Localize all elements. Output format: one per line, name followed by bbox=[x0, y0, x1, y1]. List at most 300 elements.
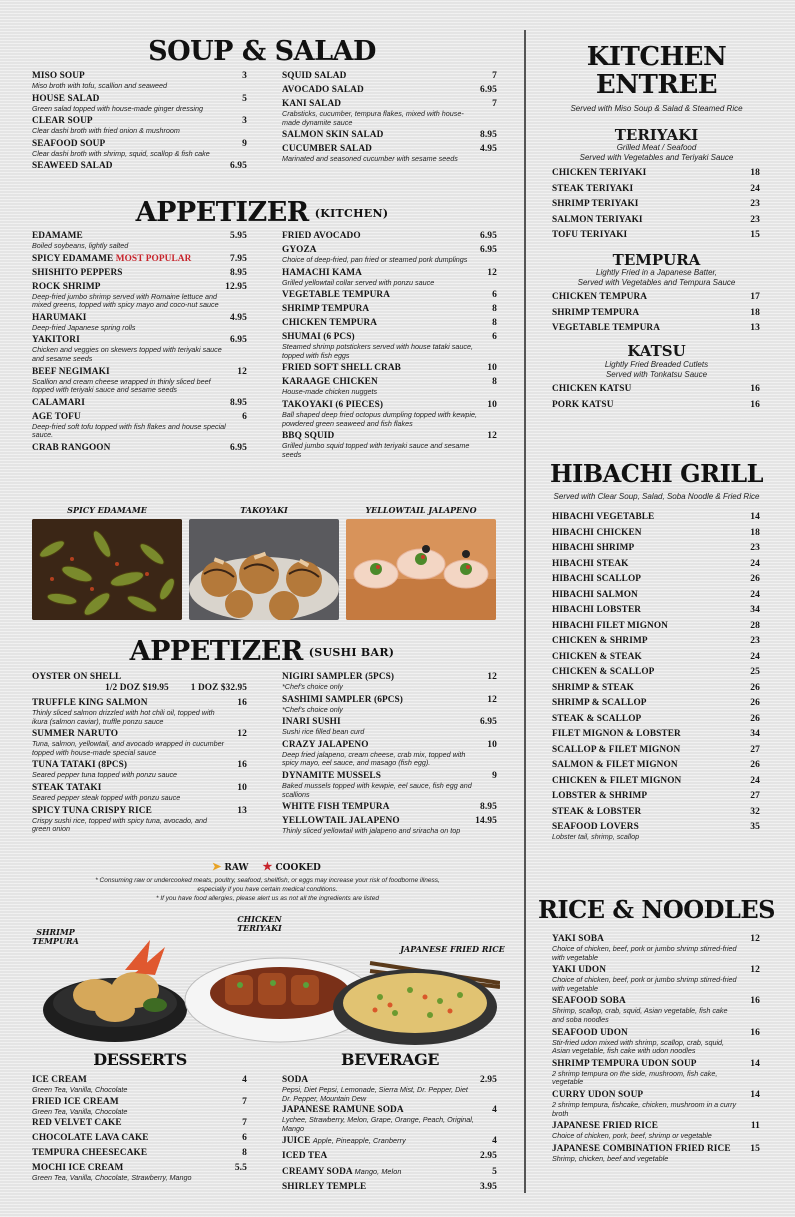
menu-item bbox=[282, 1105, 497, 1133]
menu-item bbox=[552, 230, 760, 241]
photo-caption-japanese-fried-rice: JAPANESE FRIED RICE bbox=[400, 944, 505, 954]
katsu-note-2: Served with Tonkatsu Sauce bbox=[605, 370, 708, 379]
menu-item-name-text: ROCK SHRIMP bbox=[32, 281, 101, 292]
menu-item-name-text: JAPANESE FRIED RICE bbox=[552, 1121, 659, 1132]
menu-item bbox=[552, 528, 760, 539]
menu-item-name bbox=[552, 652, 642, 663]
menu-item-price: 12 bbox=[237, 729, 247, 740]
hibachi-note: Served with Clear Soup, Salad, Soba Noodle & Fried Rice bbox=[553, 492, 760, 501]
menu-item-name-text: SODA bbox=[282, 1075, 309, 1085]
menu-item bbox=[32, 94, 247, 114]
menu-item-description: Thinly sliced yellowtail with jalapeno and sriracha on top bbox=[282, 826, 461, 836]
appetizer-sushi-subtitle: (SUSHI BAR) bbox=[308, 646, 395, 659]
soup-salad-left-list bbox=[32, 71, 247, 175]
menu-item-price: 26 bbox=[750, 760, 760, 770]
menu-item-name-text: INARI SUSHI bbox=[282, 717, 341, 728]
menu-item-name-text: JAPANESE COMBINATION FRIED RICE bbox=[552, 1143, 731, 1154]
tempura-note-2: Served with Vegetables and Tempura Sauce bbox=[577, 278, 736, 287]
menu-item bbox=[32, 1163, 247, 1183]
menu-item-name-text: JUICE bbox=[282, 1136, 311, 1147]
menu-item bbox=[552, 574, 760, 585]
menu-item-price: 5.5 bbox=[234, 1163, 247, 1174]
teriyaki-note-2: Served with Vegetables and Teriyaki Sauce bbox=[579, 153, 734, 162]
menu-item-price: 16 bbox=[750, 1027, 760, 1038]
menu-item bbox=[282, 802, 497, 813]
menu-item-price: 26 bbox=[750, 574, 760, 584]
menu-item-name-text: FILET MIGNON & LOBSTER bbox=[552, 729, 681, 739]
appetizer-sushi-right-list bbox=[282, 672, 497, 839]
menu-item-name bbox=[282, 290, 390, 301]
menu-item-price: 12 bbox=[750, 965, 760, 976]
menu-item-description: Chicken and veggies on skewers topped with teriyaki sauce and sesame seeds bbox=[32, 345, 222, 363]
menu-item bbox=[32, 1148, 247, 1159]
menu-item-price: 4 bbox=[492, 1136, 497, 1147]
menu-item-description: Choice of chicken, beef, pork or jumbo shrimp stirred-fried with vegetable bbox=[552, 975, 737, 993]
menu-item-price: 23 bbox=[750, 636, 760, 646]
menu-item-price: 24 bbox=[750, 651, 760, 662]
menu-item-name bbox=[32, 806, 152, 817]
menu-item bbox=[32, 139, 247, 159]
menu-item bbox=[552, 215, 760, 226]
photo-caption-shrimp-tempura: SHRIMP TEMPURA bbox=[32, 927, 79, 946]
menu-item-name bbox=[552, 683, 634, 694]
menu-item-price: 10 bbox=[487, 363, 497, 374]
menu-item bbox=[282, 816, 497, 836]
menu-item-name-text: YAKITORI bbox=[32, 335, 80, 346]
menu-item-price: 34 bbox=[750, 605, 760, 615]
menu-item bbox=[282, 740, 497, 768]
menu-item-name-text: ICE CREAM bbox=[32, 1075, 87, 1085]
appetizer-kitchen-left-list bbox=[32, 231, 247, 457]
menu-item-price: 10 bbox=[237, 782, 247, 793]
menu-item-name bbox=[282, 231, 361, 242]
photo-caption-takoyaki: TAKOYAKI bbox=[240, 505, 288, 515]
menu-item bbox=[282, 268, 497, 288]
menu-item bbox=[282, 672, 497, 692]
menu-item bbox=[282, 245, 497, 265]
menu-item bbox=[552, 292, 760, 303]
menu-item bbox=[32, 760, 247, 780]
menu-item-name-text: TEMPURA CHEESECAKE bbox=[32, 1148, 148, 1159]
appetizer-sushi-title: APPETIZER bbox=[129, 636, 303, 667]
menu-item bbox=[282, 144, 497, 164]
menu-item-name-text: CHICKEN & SHRIMP bbox=[552, 636, 648, 646]
menu-item-description: Green Tea, Vanilla, Chocolate bbox=[32, 1085, 128, 1094]
menu-item bbox=[552, 400, 760, 411]
kitchen-entree-heading bbox=[540, 43, 773, 99]
menu-item-price: 27 bbox=[750, 791, 760, 801]
menu-item-name-text: SALMON SKIN SALAD bbox=[282, 130, 384, 141]
menu-item bbox=[32, 161, 247, 172]
menu-item-name-text: SHRIMP TERIYAKI bbox=[552, 199, 639, 209]
menu-item-price: 35 bbox=[750, 822, 760, 832]
menu-item-name bbox=[552, 605, 641, 616]
menu-item-price: 27 bbox=[750, 744, 760, 755]
menu-item-name-text: FRIED AVOCADO bbox=[282, 231, 361, 241]
menu-item-name bbox=[552, 543, 634, 554]
menu-item-name bbox=[552, 760, 678, 771]
menu-item-name-text: CURRY UDON SOUP bbox=[552, 1089, 644, 1100]
menu-item-name bbox=[282, 1151, 327, 1162]
menu-item bbox=[32, 1118, 247, 1129]
menu-item bbox=[282, 377, 497, 397]
menu-item-name bbox=[552, 745, 680, 756]
menu-item-name-text: STEAK TERIYAKI bbox=[552, 183, 634, 194]
menu-item-name-text: JAPANESE RAMUNE SODA bbox=[282, 1105, 404, 1116]
menu-item-price: 24 bbox=[750, 589, 760, 600]
menu-item bbox=[282, 99, 497, 127]
menu-item bbox=[32, 116, 247, 136]
menu-item-price: 23 bbox=[750, 214, 760, 225]
menu-item-name bbox=[282, 1135, 406, 1147]
kitchen-entree-note: Served with Miso Soup & Salad & Steamed Rice bbox=[570, 104, 743, 113]
menu-item bbox=[282, 304, 497, 315]
menu-item-price: 8.95 bbox=[229, 397, 247, 408]
menu-item-name-text: HIBACHI SALMON bbox=[552, 589, 638, 600]
menu-item-price: 6.95 bbox=[479, 231, 497, 241]
menu-item-price: 14 bbox=[750, 1089, 760, 1100]
menu-item-name bbox=[552, 714, 641, 725]
menu-item-price: 23 bbox=[750, 543, 760, 553]
menu-item-name bbox=[552, 791, 647, 802]
menu-item-name bbox=[552, 184, 633, 195]
menu-item-name-text: AVOCADO SALAD bbox=[282, 85, 364, 95]
menu-item-description: Deep-fried jumbo shrimp served with Romaine lettuce and mixed greens, topped with spicy mayo and coco-nut sauce bbox=[32, 291, 219, 310]
menu-item-name bbox=[32, 254, 191, 265]
menu-item-price: 26 bbox=[750, 682, 760, 693]
menu-item bbox=[552, 807, 760, 818]
menu-item-name-text: SHUMAI (6 PCS) bbox=[282, 332, 355, 343]
menu-item-name bbox=[552, 292, 647, 303]
menu-item-name bbox=[552, 776, 681, 787]
menu-item-price: 7 bbox=[242, 1118, 247, 1129]
katsu-note-1: Lightly Fried Breaded Cutlets bbox=[604, 360, 709, 369]
menu-item-name bbox=[552, 199, 639, 210]
menu-item-name-text: SHIRLEY TEMPLE bbox=[282, 1182, 367, 1193]
spicy-edamame-photo bbox=[32, 519, 182, 620]
menu-item-name bbox=[552, 559, 628, 570]
menu-item-name bbox=[552, 384, 631, 395]
menu-item bbox=[282, 1166, 497, 1178]
menu-item bbox=[32, 398, 247, 409]
menu-item bbox=[282, 318, 497, 329]
menu-item-name bbox=[552, 636, 648, 647]
hibachi-list bbox=[552, 512, 760, 846]
menu-item-name-text: CRAB RANGOON bbox=[32, 442, 111, 453]
menu-item-name-text: SHISHITO PEPPERS bbox=[32, 267, 123, 278]
beverage-list bbox=[282, 1075, 497, 1197]
menu-item-name-text: STEAK TATAKI bbox=[32, 782, 102, 793]
menu-item bbox=[32, 71, 247, 91]
menu-item-name-text: SEAFOOD SOBA bbox=[552, 996, 626, 1007]
menu-item-price: 17 bbox=[750, 292, 760, 302]
menu-item-description: Scallion and cream cheese wrapped in thinly sliced beef topped with teriyaki sauce and sesame seeds bbox=[32, 376, 211, 395]
menu-item-description: Seared pepper tuna topped with ponzu sauce bbox=[32, 770, 178, 780]
menu-item-price: 18 bbox=[750, 307, 760, 318]
menu-item-name bbox=[552, 667, 654, 678]
menu-item-name bbox=[552, 230, 627, 241]
menu-item-name-text: AGE TOFU bbox=[32, 411, 81, 422]
menu-item-name bbox=[552, 590, 638, 601]
menu-item-price: 8.95 bbox=[479, 130, 497, 141]
menu-item-description: Crabsticks, cucumber, tempura flakes, mixed with house-made dynamite sauce bbox=[282, 109, 464, 127]
menu-item-price: 7 bbox=[242, 1096, 247, 1107]
menu-item-price: 16 bbox=[750, 384, 760, 394]
menu-item-price: 10 bbox=[487, 399, 497, 410]
menu-item-price: 16 bbox=[237, 698, 247, 708]
menu-item-price: 6 bbox=[492, 290, 497, 301]
menu-item bbox=[552, 745, 760, 756]
menu-item-description: Choice of deep-fried, pan fried or steamed pork dumplings bbox=[282, 255, 468, 264]
menu-item-name-text: HIBACHI SCALLOP bbox=[552, 574, 642, 584]
menu-item-name-text: HARUMAKI bbox=[32, 312, 87, 323]
menu-item-name-text: CRAZY JALAPENO bbox=[282, 739, 369, 750]
menu-item-name bbox=[32, 268, 123, 279]
cooked-star-icon: ★ bbox=[262, 860, 273, 873]
menu-item-price: 16 bbox=[237, 760, 247, 771]
menu-item-price: 12 bbox=[487, 267, 497, 278]
menu-item-name-text: SPICY EDAMAME bbox=[32, 253, 114, 264]
oyster-full-dozen: 1 DOZ $32.95 bbox=[190, 683, 247, 693]
menu-item bbox=[552, 512, 760, 523]
menu-item-name-text: MISO SOUP bbox=[32, 71, 85, 81]
menu-item bbox=[552, 184, 760, 195]
menu-item-price: 7.95 bbox=[229, 253, 247, 264]
menu-item-price: 8 bbox=[492, 377, 497, 388]
menu-item bbox=[552, 965, 760, 993]
menu-item-name-text: TUNA TATAKI (8PCS) bbox=[32, 760, 128, 771]
menu-item-name-text: CHICKEN TERIYAKI bbox=[552, 168, 647, 178]
menu-item bbox=[282, 1075, 497, 1103]
menu-item bbox=[32, 698, 247, 726]
tempura-note-1: Lightly Fried in a Japanese Batter, bbox=[596, 268, 717, 277]
menu-item-name-text: CREAMY SODA bbox=[282, 1167, 353, 1178]
menu-item-name bbox=[32, 1133, 149, 1144]
oyster-name: OYSTER ON SHELL bbox=[32, 672, 122, 682]
appetizer-kitchen-heading bbox=[0, 199, 524, 226]
menu-item-name-text: SALMON TERIYAKI bbox=[552, 214, 643, 225]
menu-item-name-text: SHRIMP & SCALLOP bbox=[552, 698, 647, 708]
menu-item bbox=[552, 934, 760, 962]
menu-item-name bbox=[552, 1028, 628, 1039]
menu-item-price: 9 bbox=[242, 138, 247, 149]
menu-item-price: 9 bbox=[492, 770, 497, 781]
menu-item-description: *Chef's choice only bbox=[282, 682, 343, 691]
menu-item-price: 3.95 bbox=[479, 1182, 497, 1193]
menu-item-price: 13 bbox=[237, 805, 247, 816]
yellowtail-jalapeno-photo bbox=[346, 519, 496, 620]
raw-cooked-legend bbox=[212, 860, 321, 873]
menu-item bbox=[32, 1075, 247, 1095]
menu-item-name-text: STEAK & SCALLOP bbox=[552, 713, 642, 724]
menu-item bbox=[552, 308, 760, 319]
menu-item bbox=[552, 543, 760, 554]
menu-item-name-text: KANI SALAD bbox=[282, 99, 342, 109]
menu-item-name-text: YAKI UDON bbox=[552, 965, 607, 976]
menu-item bbox=[282, 431, 497, 459]
menu-item-name-text: TRUFFLE KING SALMON bbox=[32, 698, 148, 708]
menu-item-name bbox=[282, 1182, 366, 1193]
menu-item bbox=[282, 363, 497, 374]
column-divider bbox=[524, 30, 526, 1193]
menu-item-name bbox=[552, 574, 641, 585]
menu-item bbox=[552, 384, 760, 395]
menu-item bbox=[282, 771, 497, 799]
menu-item bbox=[282, 130, 497, 141]
menu-item-price: 11 bbox=[750, 1121, 760, 1132]
menu-item-price: 8.95 bbox=[479, 802, 497, 813]
menu-item bbox=[552, 683, 760, 694]
menu-item-name-text: HIBACHI VEGETABLE bbox=[552, 512, 655, 522]
menu-item-price: 6.95 bbox=[479, 717, 497, 728]
menu-item-price: 6 bbox=[242, 411, 247, 422]
menu-item-description: Choice of chicken, beef, pork or jumbo shrimp stirred-fried with vegetable bbox=[552, 944, 737, 962]
tempura-note bbox=[540, 268, 773, 288]
disclaimer-line-1: * Consuming raw or undercooked meats, poultry, seafood, shellfish, or eggs may increase your risk of foodborne illness, bbox=[95, 877, 440, 884]
menu-item bbox=[552, 199, 760, 210]
menu-item-name-text: ICED TEA bbox=[282, 1151, 328, 1162]
kitchen-entree-title-line-2: ENTREE bbox=[595, 70, 718, 100]
menu-item-name-text: TOFU TERIYAKI bbox=[552, 230, 628, 240]
menu-item-price: 14.95 bbox=[475, 816, 497, 827]
menu-item-price: 12 bbox=[237, 366, 247, 377]
menu-item-price: 6.95 bbox=[479, 85, 497, 95]
menu-item-price: 16 bbox=[750, 996, 760, 1007]
menu-item-name bbox=[32, 367, 110, 378]
katsu-heading: KATSU bbox=[627, 342, 686, 360]
menu-item-name bbox=[282, 268, 362, 279]
menu-item-name-text: STEAK & LOBSTER bbox=[552, 806, 642, 817]
menu-item bbox=[552, 605, 760, 616]
menu-item-name-text: CHICKEN TEMPURA bbox=[282, 318, 378, 329]
raw-legend bbox=[212, 860, 248, 873]
menu-item-name-text: FRIED SOFT SHELL CRAB bbox=[282, 363, 401, 374]
menu-item bbox=[32, 282, 247, 310]
menu-item-name bbox=[32, 94, 100, 105]
menu-item-price: 3 bbox=[242, 71, 247, 81]
food-photo-strip bbox=[40, 935, 500, 1045]
menu-item-name-text: SEAFOOD SOUP bbox=[32, 138, 106, 149]
menu-item-name-text: LOBSTER & SHRIMP bbox=[552, 791, 648, 801]
menu-item-name bbox=[552, 400, 614, 411]
menu-item-name-text: SPICY TUNA CRISPY RICE bbox=[32, 805, 152, 816]
menu-item-name bbox=[282, 85, 364, 96]
menu-item-description: Boiled soybeans, lightly salted bbox=[32, 241, 129, 250]
menu-item-price: 12 bbox=[750, 934, 760, 944]
rice-noodles-heading: RICE & NOODLES bbox=[537, 895, 775, 924]
menu-item bbox=[552, 1028, 760, 1056]
menu-item-price: 6.95 bbox=[229, 335, 247, 346]
menu-item bbox=[32, 443, 247, 454]
menu-item-description: 2 shrimp tempura, fishcake, chicken, mushroom in a curry broth bbox=[552, 1099, 737, 1118]
menu-item bbox=[282, 400, 497, 428]
menu-item-description: Thinly sliced salmon drizzled with hot chili oil, topped with ikura (salmon caviar), truffle ponzu sauce bbox=[32, 708, 215, 726]
menu-item-price: 34 bbox=[750, 729, 760, 739]
menu-item-price: 15 bbox=[750, 1143, 760, 1154]
menu-item-description: Clear dashi broth with shrimp, squid, scallop & fish cake bbox=[32, 148, 210, 158]
rice-noodles-list bbox=[552, 934, 760, 1166]
oyster-item bbox=[32, 672, 247, 694]
menu-item bbox=[552, 776, 760, 787]
menu-item bbox=[552, 652, 760, 663]
menu-item-price: 18 bbox=[750, 168, 760, 178]
menu-item-name-text: SCALLOP & FILET MIGNON bbox=[552, 744, 681, 755]
menu-item bbox=[552, 323, 760, 334]
takoyaki-photo bbox=[189, 519, 339, 620]
menu-item-name-text: HOUSE SALAD bbox=[32, 93, 100, 104]
menu-item-description: Crispy sushi rice, topped with spicy tuna, avocado, and green onion bbox=[32, 815, 207, 834]
menu-item-description: Stir-fried udon mixed with shrimp, scallop, crab, squid, Asian vegetable, fish cake with udon noodles bbox=[552, 1037, 725, 1056]
menu-item-price: 23 bbox=[750, 199, 760, 209]
menu-item-name bbox=[282, 363, 401, 374]
menu-item-price: 6.95 bbox=[229, 161, 247, 172]
menu-item-price: 8.95 bbox=[229, 267, 247, 278]
menu-item-description: Clear dashi broth with fried onion & mushroom bbox=[32, 126, 180, 136]
menu-item bbox=[282, 71, 497, 82]
menu-item-name-text: VEGETABLE TEMPURA bbox=[282, 290, 391, 301]
menu-item-price: 2.95 bbox=[479, 1075, 497, 1085]
menu-item-description: Deep-fried soft tofu topped with fish flakes and house special sauce. bbox=[32, 421, 226, 440]
menu-item bbox=[32, 1133, 247, 1144]
menu-item-price: 7 bbox=[492, 99, 497, 109]
menu-item bbox=[552, 667, 760, 678]
menu-item bbox=[552, 822, 760, 842]
menu-item-price: 14 bbox=[750, 512, 760, 522]
menu-item-name-text: MOCHI ICE CREAM bbox=[32, 1163, 124, 1174]
menu-item bbox=[552, 791, 760, 802]
menu-item-name-text: SHRIMP & STEAK bbox=[552, 682, 634, 693]
menu-item-description: 2 shrimp tempura on the side, mushroom, fish cake, vegetable bbox=[552, 1068, 718, 1087]
menu-item-name-text: SEAFOOD UDON bbox=[552, 1027, 628, 1038]
beverage-heading: BEVERAGE bbox=[341, 1050, 439, 1069]
menu-item-name-text: WHITE FISH TEMPURA bbox=[282, 802, 390, 813]
menu-item-name-text: DYNAMITE MUSSELS bbox=[282, 770, 381, 781]
menu-item-name-text: HIBACHI CHICKEN bbox=[552, 527, 642, 538]
menu-item bbox=[32, 806, 247, 834]
menu-item-name bbox=[552, 308, 639, 319]
menu-item-name-text: HIBACHI STEAK bbox=[552, 558, 629, 569]
menu-item-name-text: HIBACHI SHRIMP bbox=[552, 543, 635, 553]
menu-item-description: Marinated and seasoned cucumber with sesame seeds bbox=[282, 154, 458, 164]
menu-item-name bbox=[32, 161, 113, 172]
menu-item-name-text: SHRIMP TEMPURA bbox=[552, 307, 640, 318]
menu-item bbox=[552, 1059, 760, 1087]
menu-item-description: *Chef's choice only bbox=[282, 704, 343, 714]
menu-item-name-text: CHICKEN & FILET MIGNON bbox=[552, 775, 682, 786]
menu-item-name-text: YELLOWTAIL JALAPENO bbox=[282, 816, 400, 827]
menu-item-price: 28 bbox=[750, 620, 760, 631]
menu-item-price: 5 bbox=[492, 1167, 497, 1178]
menu-item-description: Pepsi, Diet Pepsi, Lemonade, Sierra Mist, Dr. Pepper, Diet Dr. Pepper, Mountain Dew bbox=[282, 1085, 468, 1103]
menu-item-name-text: SEAFOOD LOVERS bbox=[552, 822, 639, 832]
appetizer-kitchen-title: APPETIZER bbox=[135, 197, 309, 228]
teriyaki-heading: TERIYAKI bbox=[614, 126, 699, 144]
menu-item-description: Baked mussels topped with kewpie, eel sauce, fish egg and scallions bbox=[282, 780, 472, 799]
menu-item bbox=[32, 313, 247, 333]
menu-item bbox=[32, 231, 247, 251]
menu-item bbox=[282, 1151, 497, 1162]
soup-salad-heading: SOUP & SALAD bbox=[148, 36, 376, 67]
menu-item-name bbox=[32, 1097, 119, 1108]
menu-item-name-text: KARAAGE CHICKEN bbox=[282, 377, 378, 388]
menu-item-name bbox=[282, 695, 403, 706]
menu-item-price: 6.95 bbox=[229, 442, 247, 453]
menu-item-name-text: CUCUMBER SALAD bbox=[282, 144, 372, 155]
menu-item-name-text: CHICKEN & STEAK bbox=[552, 651, 642, 662]
menu-item-description: Green salad topped with house-made ginger dressing bbox=[32, 103, 204, 113]
menu-item-description: Green Tea, Vanilla, Chocolate, Strawberry, Mango bbox=[32, 1173, 192, 1183]
desserts-heading: DESSERTS bbox=[93, 1050, 187, 1069]
